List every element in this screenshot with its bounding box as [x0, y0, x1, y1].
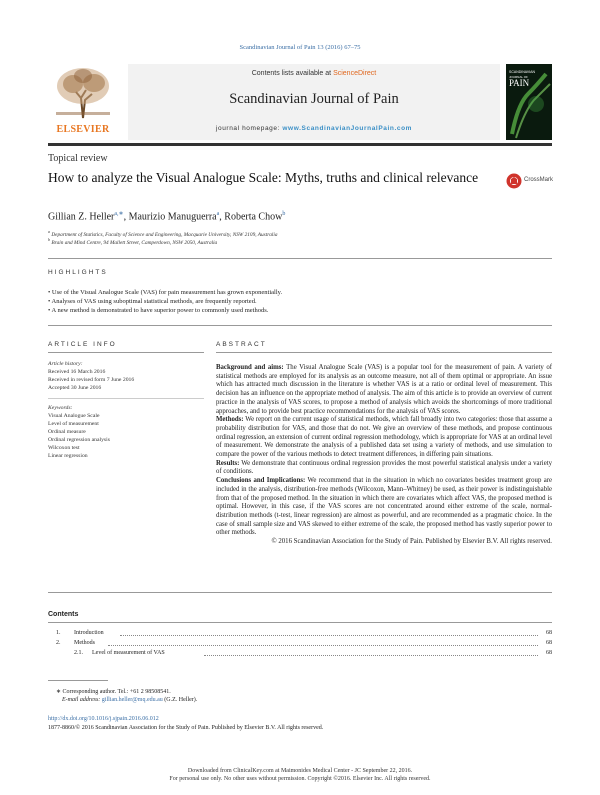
toc-entry[interactable]: 1. Introduction 68: [56, 630, 552, 636]
abstract-heading: ABSTRACT: [216, 341, 267, 348]
article-title: How to analyze the Visual Analogue Scale: Myths, truths and clinical relevance: [48, 170, 479, 185]
keyword-item: Visual Analogue Scale: [48, 413, 100, 419]
history-item: Accepted 30 June 2016: [48, 385, 102, 391]
corresponding-author-note: ∗ Corresponding author. Tel.: +61 2 98508541.: [56, 689, 171, 695]
abstract-methods: Methods: We report on the current usage of statistical methods, which fall broadly into two categories: those that assume a probability distribution for VAS, and those that do not. We give an overview of these methods, and propose continuous ordinal regression, an extension of current ordinal regression methodology, which is appropriate for VAS at an ordinal level of measurement. We demonstrate the analysis of a published data set using a variety of methods, and use simulation to compare the power of the various methods to detect treatment differences, in differing pain situations.: [216, 416, 552, 459]
highlight-item: • A new method is demonstrated to have superior power to commonly used methods.: [48, 307, 269, 314]
keywords-label: Keywords:: [48, 405, 73, 411]
abstract-copyright: © 2016 Scandinavian Association for the Study of Pain. Published by Elsevier B.V. All rights reserved.: [271, 538, 552, 546]
toc-entry[interactable]: 2.1. Level of measurement of VAS 68: [74, 650, 552, 656]
history-label: Article history:: [48, 361, 83, 367]
abstract-conclusions: Conclusions and Implications: We recommend that in the situation in which no covariates besides treatment group are included in the analysis, distribution-free methods (Wilcoxon, Mann–Whitney) be used, as their power is indistinguishable from that of the proposed method. In the situation in which there are covariates which affect VAS, the proposed method is optimal. However, in this case, if the VAS scores are not concentrated around either extreme of the scale, normal-distribution methods (t-test, linear regression) are almost as powerful, and are recommended as a pragmatic choice. In the case of small sample size and VAS skewed to either extreme of the scale, the proposed method has vastly superior power to other methods.: [216, 477, 552, 537]
keywords-rule: [48, 398, 204, 399]
footnote-rule: [48, 680, 108, 681]
history-item: Received in revised form 7 June 2016: [48, 377, 135, 383]
crossmark-icon: [506, 173, 522, 189]
cover-title-small: SCANDINAVIAN: [509, 70, 535, 74]
keyword-item: Level of measurement: [48, 421, 99, 427]
abstract-background: Background and aims: The Visual Analogue Scale (VAS) is a popular tool for the measurement of pain. A variety of statistical methods are employed for its analysis as an outcome measure, not all of them optimal or appropriate. An issue which has attracted much discussion in the literature is whether VAS is at a ratio or ordinal level of measurement. This decision has an influence on the appropriate method of analysis. The aim of this article is to provide an overview of current practice in the analysis of VAS scores, to propose a method of analysis which avoids the shortcomings of more traditional approaches, and to provide best practice recommendations for the analysis of VAS scores.: [216, 364, 552, 415]
section-rule: [48, 325, 552, 326]
author-name[interactable]: Roberta Chow: [224, 211, 283, 223]
email-link[interactable]: gillian.heller@mq.edu.au: [101, 697, 163, 703]
journal-title: Scandinavian Journal of Pain: [229, 91, 399, 107]
article-info-heading: ARTICLE INFO: [48, 341, 117, 348]
highlight-item: • Use of the Visual Analogue Scale (VAS) for pain measurement has grown exponentially.: [48, 289, 283, 296]
email-note: E-mail address: gillian.heller@mq.edu.au (G.Z. Heller).: [62, 697, 198, 703]
highlights-heading: HIGHLIGHTS: [48, 269, 108, 276]
keyword-item: Ordinal measure: [48, 429, 86, 435]
contents-rule: [48, 622, 552, 623]
keyword-item: Ordinal regression analysis: [48, 437, 110, 443]
author-name[interactable]: Gillian Z. Heller: [48, 211, 115, 223]
usage-notice: For personal use only. No other uses without permission. Copyright ©2016. Elsevier Inc. All rights reserved.: [169, 776, 431, 782]
affiliation: $^b$ Brain and Mind Centre, 94 Mallett Street, Camperdown, NSW 2050, Australia: [48, 237, 218, 246]
history-item: Received 16 March 2016: [48, 369, 106, 375]
highlight-item: • Analyses of VAS using suboptimal statistical methods, are frequently reported.: [48, 298, 257, 305]
keyword-item: Wilcoxon test: [48, 445, 80, 451]
abstract-results: Results: We demonstrate that continuous ordinal regression provides the most powerful statistical analysis under a variety of conditions.: [216, 459, 552, 476]
cover-title-main: PAIN: [509, 78, 530, 88]
journal-citation[interactable]: Scandinavian Journal of Pain 13 (2016) 67–75: [239, 44, 361, 51]
contents-availability: Contents lists available at ScienceDirect: [251, 70, 377, 77]
author-name[interactable]: Maurizio Manuguerra: [128, 211, 217, 223]
header-rule: [48, 143, 552, 146]
journal-cover-image: [506, 64, 552, 140]
homepage-link[interactable]: www.ScandinavianJournalPain.com: [282, 125, 413, 132]
journal-homepage: journal homepage: www.ScandinavianJournalPain.com: [215, 125, 413, 132]
author-affil-ref[interactable]: a,∗: [114, 211, 124, 217]
author-affil-ref[interactable]: b: [282, 211, 286, 217]
contents-heading: Contents: [48, 611, 79, 618]
issn-line: 1877-8860/© 2016 Scandinavian Association for the Study of Pain. Published by Elsevier B.V. All rights reserved.: [48, 725, 324, 731]
doi-link[interactable]: http://dx.doi.org/10.1016/j.sjpain.2016.06.012: [48, 716, 159, 722]
section-rule: [48, 258, 552, 259]
keyword-item: Linear regression: [48, 453, 88, 459]
publisher-wordmark: ELSEVIER: [56, 124, 110, 135]
article-info-rule: [48, 352, 204, 353]
crossmark-badge[interactable]: [506, 173, 556, 189]
abstract-rule: [216, 352, 552, 353]
crossmark-label: CrossMark: [524, 177, 554, 183]
doi-line: [48, 716, 159, 722]
section-rule: [48, 592, 552, 593]
article-type: Topical review: [48, 153, 108, 164]
sciencedirect-link[interactable]: ScienceDirect: [333, 70, 377, 77]
author-list: Gillian Z. Heller$^{a,∗}$, Maurizio Manuguerra$^a$, Roberta Chow$^b$: [48, 211, 286, 223]
abstract-body: [216, 364, 552, 547]
toc-entry[interactable]: 2. Methods 68: [56, 640, 552, 646]
affiliation: $^a$ Department of Statistics, Faculty of Science and Engineering, Macquarie University, NSW 2109, Australia: [48, 229, 278, 238]
cover-title-journal-of: JOURNAL OF: [509, 75, 528, 79]
author-affil-ref[interactable]: a: [216, 211, 220, 217]
download-notice: Downloaded from ClinicalKey.com at Maimonides Medical Center - JC September 22, 2016.: [187, 768, 413, 774]
